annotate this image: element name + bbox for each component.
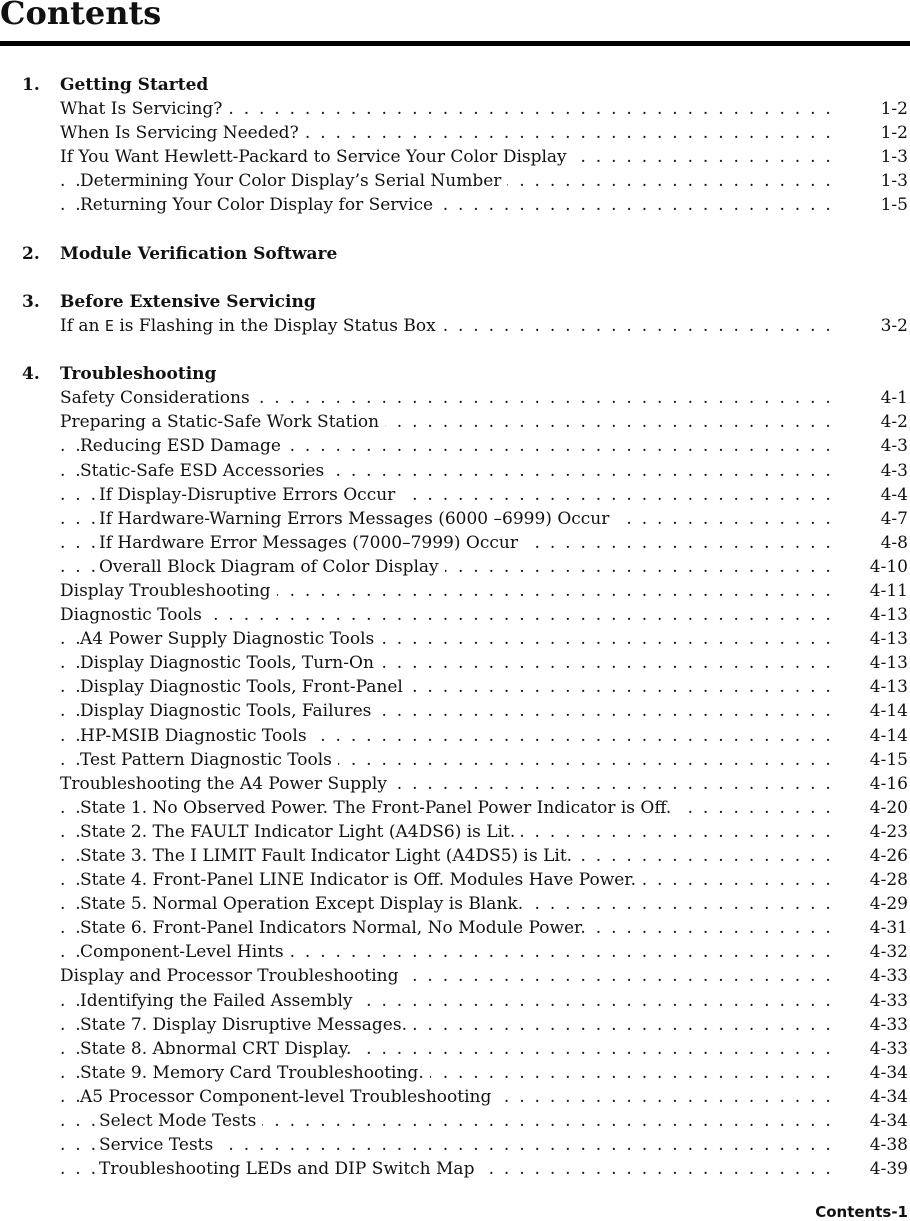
page-number: 1-2	[880, 99, 908, 120]
page-title: Contents	[0, 0, 162, 32]
toc-entry-title: Determining Your Color Display’s Serial Number	[80, 169, 507, 193]
toc-entry[interactable]	[0, 145, 910, 169]
chapter-heading[interactable]	[0, 362, 910, 386]
toc-entry-title: Display Diagnostic Tools, Failures	[80, 699, 377, 723]
page-number: 4-16	[869, 773, 908, 794]
chapter-number: 2.	[22, 243, 40, 264]
table-of-contents	[0, 73, 910, 1181]
toc-entry-title: Troubleshooting LEDs and DIP Switch Map	[99, 1157, 480, 1181]
toc-entry[interactable]	[0, 989, 910, 1013]
chapter-number: 4.	[22, 364, 40, 385]
page-number: 4-23	[869, 821, 908, 842]
toc-entry[interactable]	[0, 772, 910, 796]
page-number: 4-34	[869, 1062, 908, 1083]
entry-text-before: If an	[60, 315, 105, 336]
page-number: 4-20	[869, 797, 908, 818]
toc-entry-title: A4 Power Supply Diagnostic Tools	[80, 627, 380, 651]
chapter-heading[interactable]	[0, 73, 910, 97]
toc-entry-title: If You Want Hewlett-Packard to Service Your Color Display	[60, 145, 573, 169]
toc-entry-title: When Is Servicing Needed?	[60, 121, 305, 145]
toc-entry-title: State 7. Display Disruptive Messages.	[80, 1013, 413, 1037]
toc-entry[interactable]	[0, 748, 910, 772]
page-footer: Contents-1	[815, 1203, 908, 1221]
toc-entry[interactable]	[0, 1037, 910, 1061]
page-number: 4-13	[869, 605, 908, 626]
toc-entry[interactable]	[0, 724, 910, 748]
toc-entry[interactable]	[0, 940, 910, 964]
toc-entry-title: Safety Considerations	[60, 386, 256, 410]
page-number: 4-31	[869, 918, 908, 939]
spacer	[0, 218, 910, 242]
toc-entry-title: State 1. No Observed Power. The Front-Panel Power Indicator is Off.	[80, 796, 677, 820]
page-number: 4-39	[869, 1159, 908, 1180]
page-number: 4-3	[880, 460, 908, 481]
toc-entry[interactable]	[0, 1133, 910, 1157]
toc-entry-title: If Display-Disruptive Errors Occur	[99, 483, 401, 507]
page-number: 4-15	[869, 749, 908, 770]
page-number: 4-33	[869, 966, 908, 987]
toc-entry-title	[60, 314, 442, 338]
page-number: 4-33	[869, 1038, 908, 1059]
toc-entry-title: Returning Your Color Display for Service	[80, 193, 439, 217]
toc-entry[interactable]	[0, 651, 910, 675]
page-number: 4-28	[869, 870, 908, 891]
page-number: 1-2	[880, 123, 908, 144]
toc-entry-title: State 6. Front-Panel Indicators Normal, No Module Power.	[80, 916, 592, 940]
toc-entry-title: Diagnostic Tools	[60, 603, 208, 627]
page-number: 1-3	[880, 171, 908, 192]
toc-entry[interactable]	[0, 531, 910, 555]
toc-entry[interactable]	[0, 193, 910, 217]
page-number: 4-8	[880, 532, 908, 553]
chapter-title: Before Extensive Servicing	[60, 291, 316, 312]
toc-entry-title: Static-Safe ESD Accessories	[80, 459, 330, 483]
toc-entry-title: State 2. The FAULT Indicator Light (A4DS6) is Lit.	[80, 820, 521, 844]
toc-entry-title: Identifying the Failed Assembly	[80, 989, 359, 1013]
page-number: 4-7	[880, 508, 908, 529]
toc-entry-title: Display and Processor Troubleshooting	[60, 964, 405, 988]
page-number: 4-3	[880, 436, 908, 457]
page-number: 4-14	[869, 701, 908, 722]
toc-entry[interactable]	[0, 459, 910, 483]
toc-entry-title: A5 Processor Component-level Troubleshooting	[80, 1085, 497, 1109]
toc-entry[interactable]	[0, 386, 910, 410]
page-number: 4-33	[869, 1014, 908, 1035]
toc-entry[interactable]	[0, 796, 910, 820]
page-number: 4-1	[880, 388, 908, 409]
toc-entry[interactable]	[0, 675, 910, 699]
chapter-title: Getting Started	[60, 75, 209, 95]
toc-entry-title: State 4. Front-Panel LINE Indicator is Off. Modules Have Power.	[80, 868, 642, 892]
page-number: 4-11	[869, 580, 908, 601]
title-rule	[0, 41, 910, 46]
toc-entry[interactable]	[0, 916, 910, 940]
entry-text-after: is Flashing in the Display Status Box	[113, 315, 436, 336]
toc-entry[interactable]	[0, 555, 910, 579]
toc-entry[interactable]	[0, 579, 910, 603]
toc-entry-title: Display Diagnostic Tools, Front-Panel	[80, 675, 409, 699]
entry-code: E	[104, 316, 114, 335]
page-number: 4-13	[869, 653, 908, 674]
spacer	[0, 338, 910, 362]
toc-entry[interactable]	[0, 964, 910, 988]
toc-entry[interactable]	[0, 1109, 910, 1133]
toc-entry[interactable]	[0, 1085, 910, 1109]
toc-entry-title: Display Diagnostic Tools, Turn-On	[80, 651, 380, 675]
page-number: 3-2	[880, 315, 908, 336]
toc-entry[interactable]	[0, 820, 910, 844]
toc-entry-title: Preparing a Static-Safe Work Station	[60, 410, 385, 434]
toc-entry[interactable]	[0, 868, 910, 892]
page-number: 4-4	[880, 484, 908, 505]
page-number: 4-10	[869, 556, 908, 577]
toc-entry-title: State 3. The I LIMIT Fault Indicator Light (A4DS5) is Lit.	[80, 844, 578, 868]
toc-entry[interactable]	[0, 507, 910, 531]
toc-entry-title: State 8. Abnormal CRT Display.	[80, 1037, 357, 1061]
toc-entry[interactable]	[0, 1061, 910, 1085]
page-number: 4-13	[869, 677, 908, 698]
page-number: 4-32	[869, 942, 908, 963]
page-number: 4-34	[869, 1111, 908, 1132]
toc-entry[interactable]	[0, 1013, 910, 1037]
toc-entry[interactable]	[0, 603, 910, 627]
toc-entry[interactable]	[0, 892, 910, 916]
toc-entry-title: Service Tests	[99, 1133, 219, 1157]
chapter-title: Module Verification Software	[60, 243, 338, 264]
page-number: 1-5	[880, 195, 908, 216]
toc-entry-title: Component-Level Hints	[80, 940, 290, 964]
toc-entry-title: State 5. Normal Operation Except Display is Blank.	[80, 892, 529, 916]
chapter-title: Troubleshooting	[60, 364, 217, 385]
page-number: 4-38	[869, 1135, 908, 1156]
toc-entry-title: If Hardware Error Messages (7000–7999) Occur	[99, 531, 524, 555]
toc-entry[interactable]	[0, 169, 910, 193]
page-number: 4-34	[869, 1086, 908, 1107]
page-number: 4-26	[869, 846, 908, 866]
toc-entry[interactable]	[0, 434, 910, 458]
toc-entry-title: State 9. Memory Card Troubleshooting.	[80, 1061, 430, 1085]
spacer	[0, 266, 910, 290]
toc-entry[interactable]	[0, 121, 910, 145]
page-number: 1-3	[880, 147, 908, 168]
toc-entry[interactable]	[0, 844, 910, 868]
page-number: 4-2	[880, 412, 908, 433]
chapter-number: 1.	[22, 75, 40, 95]
chapter-heading[interactable]	[0, 242, 910, 266]
toc-entry[interactable]	[0, 1157, 910, 1181]
page-number: 4-14	[869, 725, 908, 746]
toc-entry-title: Reducing ESD Damage	[80, 434, 287, 458]
toc-entry-title: Overall Block Diagram of Color Display	[99, 555, 445, 579]
page-number: 4-29	[869, 894, 908, 915]
toc-entry[interactable]	[0, 97, 910, 121]
toc-entry-title: Select Mode Tests	[99, 1109, 262, 1133]
page-number: 4-33	[869, 990, 908, 1011]
toc-entry-title: HP-MSIB Diagnostic Tools	[80, 724, 313, 748]
page-number: 4-13	[869, 629, 908, 650]
toc-entry-title: What Is Servicing?	[60, 97, 228, 121]
toc-entry-title: If Hardware-Warning Errors Messages (6000 –6999) Occur	[99, 507, 615, 531]
toc-entry[interactable]	[0, 699, 910, 723]
toc-entry-title: Troubleshooting the A4 Power Supply	[60, 772, 393, 796]
toc-entry[interactable]	[0, 483, 910, 507]
chapter-number: 3.	[22, 291, 40, 312]
toc-entry[interactable]	[0, 410, 910, 434]
toc-entry[interactable]	[0, 627, 910, 651]
toc-entry-title: Display Troubleshooting	[60, 579, 277, 603]
toc-entry-title: Test Pattern Diagnostic Tools	[80, 748, 338, 772]
chapter-heading[interactable]	[0, 290, 910, 314]
toc-entry[interactable]	[0, 314, 910, 338]
